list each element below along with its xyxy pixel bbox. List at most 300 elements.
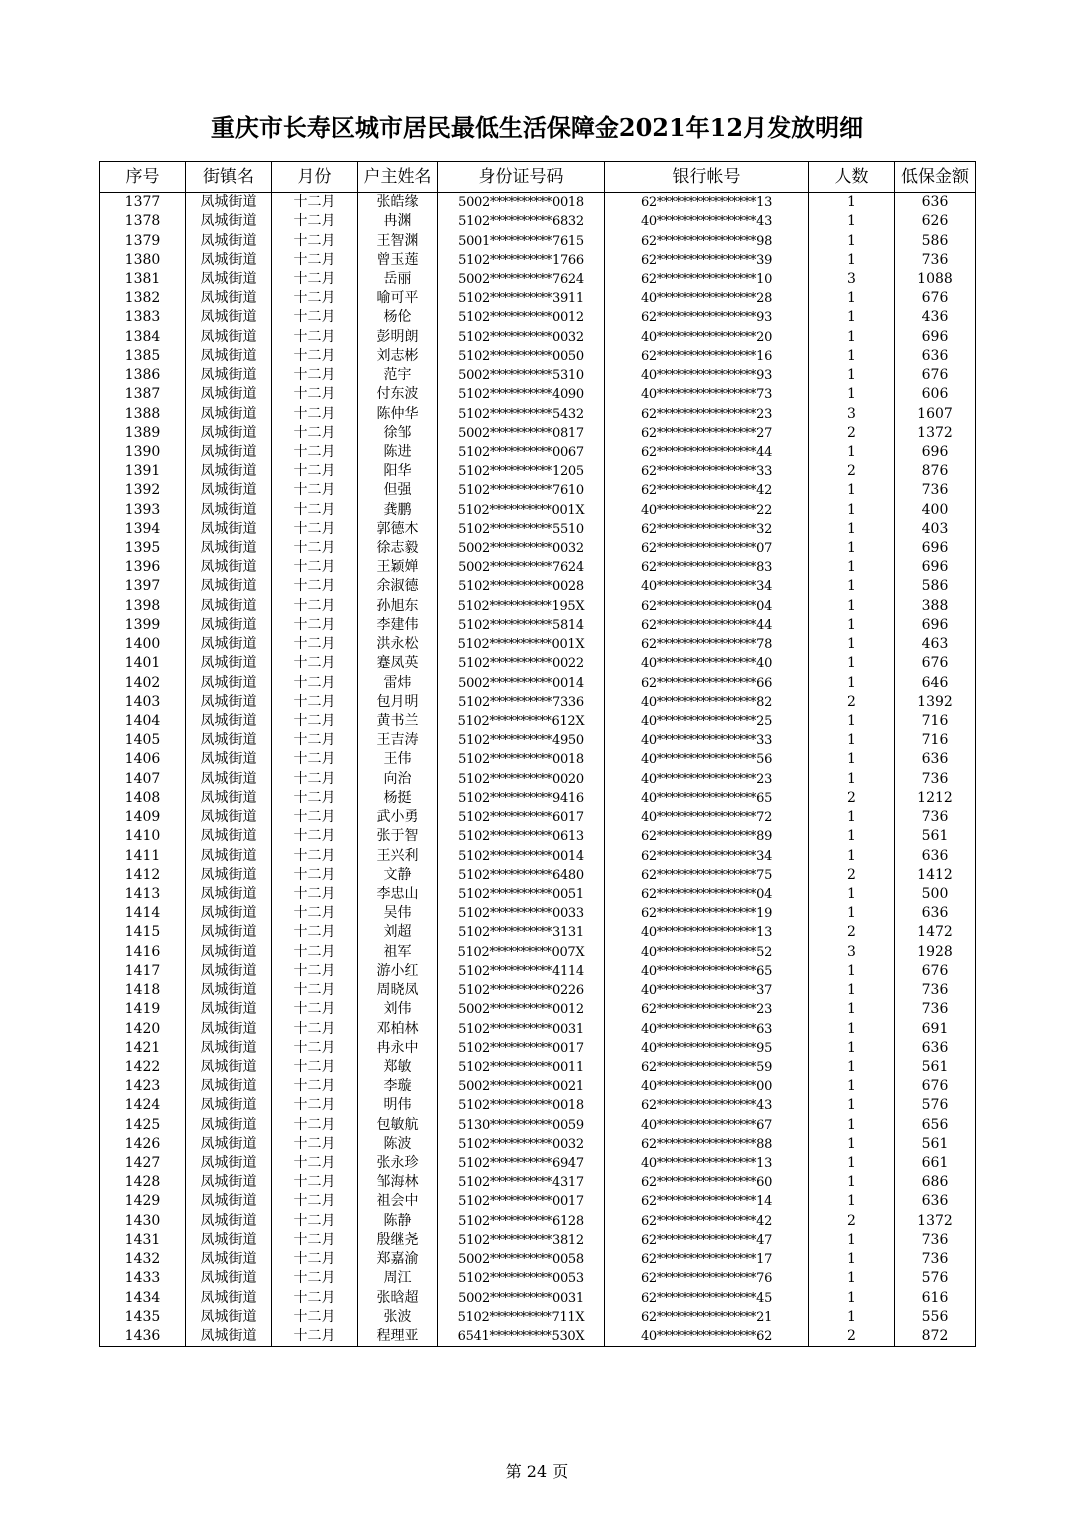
cell-amount: 736 xyxy=(895,808,976,827)
cell-month: 十二月 xyxy=(272,635,358,654)
cell-month: 十二月 xyxy=(272,943,358,962)
cell-amount: 1472 xyxy=(895,923,976,942)
cell-serial: 1380 xyxy=(100,251,186,270)
cell-serial: 1385 xyxy=(100,347,186,366)
cell-street: 凤城街道 xyxy=(186,1288,272,1307)
cell-street: 凤城街道 xyxy=(186,904,272,923)
cell-bank-account: 62****************16 xyxy=(605,347,809,366)
cell-bank-account: 62****************66 xyxy=(605,673,809,692)
cell-month: 十二月 xyxy=(272,1096,358,1115)
cell-householder: 李璇 xyxy=(358,1077,438,1096)
cell-serial: 1423 xyxy=(100,1077,186,1096)
cell-amount: 716 xyxy=(895,712,976,731)
table-row xyxy=(100,1288,976,1307)
cell-people-count: 3 xyxy=(809,943,895,962)
cell-householder: 徐志毅 xyxy=(358,539,438,558)
cell-serial: 1378 xyxy=(100,212,186,231)
cell-bank-account: 62****************43 xyxy=(605,1096,809,1115)
cell-amount: 676 xyxy=(895,366,976,385)
cell-people-count: 2 xyxy=(809,462,895,481)
cell-people-count: 1 xyxy=(809,1039,895,1058)
cell-id-number: 5102**********6128 xyxy=(438,1212,605,1231)
cell-id-number: 5102**********4317 xyxy=(438,1173,605,1192)
cell-bank-account: 40****************62 xyxy=(605,1327,809,1347)
cell-householder: 向治 xyxy=(358,770,438,789)
cell-serial: 1396 xyxy=(100,558,186,577)
cell-householder: 陈进 xyxy=(358,443,438,462)
cell-month: 十二月 xyxy=(272,770,358,789)
table-row xyxy=(100,827,976,846)
table-row xyxy=(100,1231,976,1250)
cell-householder: 邹海林 xyxy=(358,1173,438,1192)
cell-month: 十二月 xyxy=(272,1269,358,1288)
cell-amount: 696 xyxy=(895,443,976,462)
cell-amount: 626 xyxy=(895,212,976,231)
cell-bank-account: 40****************43 xyxy=(605,212,809,231)
cell-amount: 691 xyxy=(895,1019,976,1038)
table-row xyxy=(100,943,976,962)
cell-people-count: 1 xyxy=(809,712,895,731)
table-row xyxy=(100,789,976,808)
cell-amount: 606 xyxy=(895,385,976,404)
cell-people-count: 1 xyxy=(809,1250,895,1269)
cell-people-count: 1 xyxy=(809,1000,895,1019)
cell-amount: 561 xyxy=(895,1058,976,1077)
cell-householder: 阳华 xyxy=(358,462,438,481)
cell-month: 十二月 xyxy=(272,1039,358,1058)
cell-serial: 1427 xyxy=(100,1154,186,1173)
cell-bank-account: 40****************20 xyxy=(605,328,809,347)
cell-id-number: 5102**********0018 xyxy=(438,1096,605,1115)
cell-month: 十二月 xyxy=(272,1019,358,1038)
cell-amount: 676 xyxy=(895,654,976,673)
cell-street: 凤城街道 xyxy=(186,635,272,654)
cell-id-number: 5102**********711X xyxy=(438,1308,605,1327)
table-row xyxy=(100,366,976,385)
cell-month: 十二月 xyxy=(272,1250,358,1269)
cell-amount: 1212 xyxy=(895,789,976,808)
cell-street: 凤城街道 xyxy=(186,1019,272,1038)
cell-householder: 范宇 xyxy=(358,366,438,385)
cell-id-number: 5102**********0053 xyxy=(438,1269,605,1288)
cell-street: 凤城街道 xyxy=(186,808,272,827)
cell-householder: 张皓缘 xyxy=(358,193,438,213)
table-row xyxy=(100,558,976,577)
cell-month: 十二月 xyxy=(272,673,358,692)
cell-street: 凤城街道 xyxy=(186,789,272,808)
table-row xyxy=(100,923,976,942)
cell-month: 十二月 xyxy=(272,827,358,846)
cell-bank-account: 40****************82 xyxy=(605,693,809,712)
cell-street: 凤城街道 xyxy=(186,1039,272,1058)
cell-people-count: 1 xyxy=(809,385,895,404)
table-row xyxy=(100,1154,976,1173)
cell-bank-account: 62****************44 xyxy=(605,616,809,635)
cell-amount: 686 xyxy=(895,1173,976,1192)
cell-street: 凤城街道 xyxy=(186,481,272,500)
cell-householder: 曾玉莲 xyxy=(358,251,438,270)
cell-householder: 郑嘉渝 xyxy=(358,1250,438,1269)
cell-serial: 1383 xyxy=(100,308,186,327)
cell-serial: 1389 xyxy=(100,424,186,443)
cell-bank-account: 62****************23 xyxy=(605,404,809,423)
table-row xyxy=(100,693,976,712)
cell-month: 十二月 xyxy=(272,1173,358,1192)
cell-month: 十二月 xyxy=(272,616,358,635)
cell-serial: 1390 xyxy=(100,443,186,462)
cell-amount: 616 xyxy=(895,1288,976,1307)
cell-people-count: 1 xyxy=(809,770,895,789)
cell-householder: 邓柏林 xyxy=(358,1019,438,1038)
cell-id-number: 5102**********0033 xyxy=(438,904,605,923)
table-row xyxy=(100,1058,976,1077)
table-body xyxy=(100,193,976,1347)
cell-month: 十二月 xyxy=(272,347,358,366)
table-row xyxy=(100,289,976,308)
cell-id-number: 5102**********5432 xyxy=(438,404,605,423)
cell-street: 凤城街道 xyxy=(186,827,272,846)
cell-id-number: 5102**********0011 xyxy=(438,1058,605,1077)
cell-id-number: 5102**********195X xyxy=(438,597,605,616)
cell-id-number: 5102**********1766 xyxy=(438,251,605,270)
cell-amount: 436 xyxy=(895,308,976,327)
cell-householder: 冉永中 xyxy=(358,1039,438,1058)
cell-bank-account: 40****************63 xyxy=(605,1019,809,1038)
cell-serial: 1395 xyxy=(100,539,186,558)
cell-id-number: 5102**********0067 xyxy=(438,443,605,462)
cell-serial: 1411 xyxy=(100,846,186,865)
cell-serial: 1382 xyxy=(100,289,186,308)
table-row xyxy=(100,1173,976,1192)
cell-month: 十二月 xyxy=(272,404,358,423)
cell-serial: 1399 xyxy=(100,616,186,635)
cell-householder: 张晗超 xyxy=(358,1288,438,1307)
cell-amount: 576 xyxy=(895,1269,976,1288)
cell-serial: 1406 xyxy=(100,750,186,769)
cell-id-number: 5102**********0032 xyxy=(438,1135,605,1154)
cell-id-number: 5002**********7624 xyxy=(438,270,605,289)
cell-people-count: 1 xyxy=(809,1116,895,1135)
cell-householder: 余淑德 xyxy=(358,577,438,596)
cell-id-number: 5102**********001X xyxy=(438,501,605,520)
cell-street: 凤城街道 xyxy=(186,597,272,616)
cell-street: 凤城街道 xyxy=(186,385,272,404)
cell-month: 十二月 xyxy=(272,1288,358,1307)
cell-bank-account: 62****************93 xyxy=(605,308,809,327)
table-row xyxy=(100,1135,976,1154)
cell-id-number: 5002**********0817 xyxy=(438,424,605,443)
cell-people-count: 1 xyxy=(809,366,895,385)
cell-serial: 1421 xyxy=(100,1039,186,1058)
document-title: 重庆市长寿区城市居民最低生活保障金2021年12月发放明细 xyxy=(210,113,864,142)
cell-bank-account: 62****************07 xyxy=(605,539,809,558)
cell-month: 十二月 xyxy=(272,501,358,520)
cell-serial: 1415 xyxy=(100,923,186,942)
cell-amount: 463 xyxy=(895,635,976,654)
cell-month: 十二月 xyxy=(272,520,358,539)
cell-month: 十二月 xyxy=(272,693,358,712)
cell-id-number: 5102**********7336 xyxy=(438,693,605,712)
cell-serial: 1426 xyxy=(100,1135,186,1154)
table-row xyxy=(100,1019,976,1038)
cell-id-number: 5102**********0031 xyxy=(438,1019,605,1038)
cell-people-count: 1 xyxy=(809,289,895,308)
cell-bank-account: 62****************47 xyxy=(605,1231,809,1250)
cell-people-count: 1 xyxy=(809,827,895,846)
cell-people-count: 1 xyxy=(809,520,895,539)
cell-serial: 1392 xyxy=(100,481,186,500)
cell-bank-account: 62****************89 xyxy=(605,827,809,846)
cell-bank-account: 62****************32 xyxy=(605,520,809,539)
table-row xyxy=(100,616,976,635)
cell-id-number: 5102**********001X xyxy=(438,635,605,654)
cell-householder: 刘志彬 xyxy=(358,347,438,366)
cell-bank-account: 40****************73 xyxy=(605,385,809,404)
cell-people-count: 1 xyxy=(809,673,895,692)
cell-serial: 1429 xyxy=(100,1192,186,1211)
table-row xyxy=(100,501,976,520)
cell-people-count: 2 xyxy=(809,866,895,885)
cell-people-count: 1 xyxy=(809,308,895,327)
cell-amount: 736 xyxy=(895,770,976,789)
cell-amount: 1372 xyxy=(895,1212,976,1231)
cell-people-count: 1 xyxy=(809,558,895,577)
col-header-id-number: 身份证号码 xyxy=(438,162,605,193)
cell-serial: 1419 xyxy=(100,1000,186,1019)
cell-bank-account: 40****************25 xyxy=(605,712,809,731)
cell-street: 凤城街道 xyxy=(186,1096,272,1115)
cell-amount: 636 xyxy=(895,1039,976,1058)
cell-street: 凤城街道 xyxy=(186,443,272,462)
table-row xyxy=(100,770,976,789)
cell-serial: 1381 xyxy=(100,270,186,289)
table-row xyxy=(100,539,976,558)
cell-street: 凤城街道 xyxy=(186,289,272,308)
cell-people-count: 1 xyxy=(809,654,895,673)
cell-householder: 陈仲华 xyxy=(358,404,438,423)
table-row xyxy=(100,1116,976,1135)
cell-month: 十二月 xyxy=(272,577,358,596)
cell-month: 十二月 xyxy=(272,981,358,1000)
cell-month: 十二月 xyxy=(272,328,358,347)
cell-householder: 李建伟 xyxy=(358,616,438,635)
cell-id-number: 5002**********0018 xyxy=(438,193,605,213)
cell-people-count: 1 xyxy=(809,539,895,558)
cell-bank-account: 62****************13 xyxy=(605,193,809,213)
cell-id-number: 5102**********5510 xyxy=(438,520,605,539)
cell-amount: 736 xyxy=(895,981,976,1000)
cell-id-number: 5102**********007X xyxy=(438,943,605,962)
cell-bank-account: 40****************52 xyxy=(605,943,809,962)
cell-month: 十二月 xyxy=(272,846,358,865)
cell-serial: 1388 xyxy=(100,404,186,423)
cell-street: 凤城街道 xyxy=(186,981,272,1000)
cell-serial: 1397 xyxy=(100,577,186,596)
cell-people-count: 2 xyxy=(809,693,895,712)
cell-householder: 黄书兰 xyxy=(358,712,438,731)
cell-amount: 561 xyxy=(895,827,976,846)
cell-people-count: 1 xyxy=(809,347,895,366)
cell-id-number: 5102**********0020 xyxy=(438,770,605,789)
cell-month: 十二月 xyxy=(272,962,358,981)
cell-bank-account: 40****************34 xyxy=(605,577,809,596)
col-header-householder: 户主姓名 xyxy=(358,162,438,193)
cell-bank-account: 62****************60 xyxy=(605,1173,809,1192)
cell-id-number: 5002**********7624 xyxy=(438,558,605,577)
cell-amount: 636 xyxy=(895,904,976,923)
cell-street: 凤城街道 xyxy=(186,308,272,327)
table-row xyxy=(100,1039,976,1058)
cell-street: 凤城街道 xyxy=(186,1231,272,1250)
cell-bank-account: 62****************04 xyxy=(605,885,809,904)
cell-bank-account: 40****************28 xyxy=(605,289,809,308)
cell-id-number: 5102**********4090 xyxy=(438,385,605,404)
cell-id-number: 5002**********0012 xyxy=(438,1000,605,1019)
table-row xyxy=(100,1269,976,1288)
cell-month: 十二月 xyxy=(272,1308,358,1327)
cell-id-number: 5102**********0017 xyxy=(438,1039,605,1058)
cell-serial: 1402 xyxy=(100,673,186,692)
cell-bank-account: 40****************00 xyxy=(605,1077,809,1096)
cell-month: 十二月 xyxy=(272,731,358,750)
cell-id-number: 5102**********3911 xyxy=(438,289,605,308)
cell-month: 十二月 xyxy=(272,1231,358,1250)
cell-id-number: 5002**********0014 xyxy=(438,673,605,692)
cell-month: 十二月 xyxy=(272,270,358,289)
cell-id-number: 5102**********0012 xyxy=(438,308,605,327)
cell-street: 凤城街道 xyxy=(186,962,272,981)
cell-people-count: 1 xyxy=(809,1231,895,1250)
col-header-street: 街镇名 xyxy=(186,162,272,193)
cell-amount: 736 xyxy=(895,1231,976,1250)
cell-householder: 雷炜 xyxy=(358,673,438,692)
cell-people-count: 1 xyxy=(809,885,895,904)
table-row xyxy=(100,1250,976,1269)
cell-householder: 郑敏 xyxy=(358,1058,438,1077)
cell-serial: 1409 xyxy=(100,808,186,827)
cell-householder: 李忠山 xyxy=(358,885,438,904)
cell-householder: 孙旭东 xyxy=(358,597,438,616)
cell-id-number: 5102**********0050 xyxy=(438,347,605,366)
cell-id-number: 5002**********5310 xyxy=(438,366,605,385)
cell-serial: 1379 xyxy=(100,231,186,250)
cell-id-number: 5102**********612X xyxy=(438,712,605,731)
table-row xyxy=(100,1000,976,1019)
cell-householder: 陈波 xyxy=(358,1135,438,1154)
table-row xyxy=(100,673,976,692)
cell-people-count: 1 xyxy=(809,635,895,654)
cell-street: 凤城街道 xyxy=(186,1192,272,1211)
cell-serial: 1384 xyxy=(100,328,186,347)
table-row xyxy=(100,1192,976,1211)
cell-bank-account: 62****************34 xyxy=(605,846,809,865)
cell-street: 凤城街道 xyxy=(186,193,272,213)
cell-month: 十二月 xyxy=(272,712,358,731)
cell-people-count: 1 xyxy=(809,1308,895,1327)
cell-id-number: 5102**********4950 xyxy=(438,731,605,750)
table-row xyxy=(100,1077,976,1096)
cell-amount: 1412 xyxy=(895,866,976,885)
cell-householder: 岳丽 xyxy=(358,270,438,289)
cell-street: 凤城街道 xyxy=(186,750,272,769)
cell-street: 凤城街道 xyxy=(186,539,272,558)
cell-month: 十二月 xyxy=(272,1154,358,1173)
cell-month: 十二月 xyxy=(272,462,358,481)
cell-bank-account: 40****************37 xyxy=(605,981,809,1000)
cell-bank-account: 62****************42 xyxy=(605,1212,809,1231)
cell-street: 凤城街道 xyxy=(186,1250,272,1269)
col-header-people-count: 人数 xyxy=(809,162,895,193)
cell-householder: 喻可平 xyxy=(358,289,438,308)
cell-street: 凤城街道 xyxy=(186,270,272,289)
cell-amount: 696 xyxy=(895,328,976,347)
cell-month: 十二月 xyxy=(272,481,358,500)
cell-bank-account: 62****************59 xyxy=(605,1058,809,1077)
cell-street: 凤城街道 xyxy=(186,885,272,904)
cell-month: 十二月 xyxy=(272,558,358,577)
cell-householder: 明伟 xyxy=(358,1096,438,1115)
cell-householder: 徐邹 xyxy=(358,424,438,443)
cell-month: 十二月 xyxy=(272,251,358,270)
table-row xyxy=(100,193,976,213)
cell-householder: 郭德木 xyxy=(358,520,438,539)
cell-bank-account: 40****************40 xyxy=(605,654,809,673)
cell-bank-account: 62****************21 xyxy=(605,1308,809,1327)
cell-street: 凤城街道 xyxy=(186,558,272,577)
cell-bank-account: 40****************22 xyxy=(605,501,809,520)
cell-serial: 1418 xyxy=(100,981,186,1000)
cell-serial: 1424 xyxy=(100,1096,186,1115)
cell-serial: 1430 xyxy=(100,1212,186,1231)
cell-people-count: 1 xyxy=(809,1077,895,1096)
cell-amount: 676 xyxy=(895,289,976,308)
cell-street: 凤城街道 xyxy=(186,1327,272,1347)
cell-people-count: 1 xyxy=(809,251,895,270)
col-header-serial: 序号 xyxy=(100,162,186,193)
cell-householder: 龚鹏 xyxy=(358,501,438,520)
table-row xyxy=(100,1096,976,1115)
cell-people-count: 1 xyxy=(809,846,895,865)
table-row xyxy=(100,712,976,731)
cell-householder: 刘伟 xyxy=(358,1000,438,1019)
cell-amount: 636 xyxy=(895,846,976,865)
cell-amount: 1088 xyxy=(895,270,976,289)
cell-people-count: 1 xyxy=(809,981,895,1000)
cell-street: 凤城街道 xyxy=(186,673,272,692)
cell-id-number: 5102**********0018 xyxy=(438,750,605,769)
cell-bank-account: 40****************65 xyxy=(605,789,809,808)
cell-people-count: 1 xyxy=(809,231,895,250)
table-row xyxy=(100,270,976,289)
cell-householder: 冉渊 xyxy=(358,212,438,231)
cell-householder: 但强 xyxy=(358,481,438,500)
cell-amount: 661 xyxy=(895,1154,976,1173)
cell-bank-account: 62****************39 xyxy=(605,251,809,270)
cell-id-number: 5102**********0613 xyxy=(438,827,605,846)
cell-id-number: 5102**********0028 xyxy=(438,577,605,596)
cell-street: 凤城街道 xyxy=(186,1058,272,1077)
cell-householder: 殷继尧 xyxy=(358,1231,438,1250)
cell-month: 十二月 xyxy=(272,1212,358,1231)
page-number: 第 24 页 xyxy=(505,1462,569,1481)
cell-id-number: 5102**********3812 xyxy=(438,1231,605,1250)
cell-serial: 1417 xyxy=(100,962,186,981)
cell-people-count: 1 xyxy=(809,443,895,462)
cell-people-count: 1 xyxy=(809,1288,895,1307)
cell-bank-account: 40****************13 xyxy=(605,1154,809,1173)
cell-householder: 张波 xyxy=(358,1308,438,1327)
cell-householder: 周江 xyxy=(358,1269,438,1288)
